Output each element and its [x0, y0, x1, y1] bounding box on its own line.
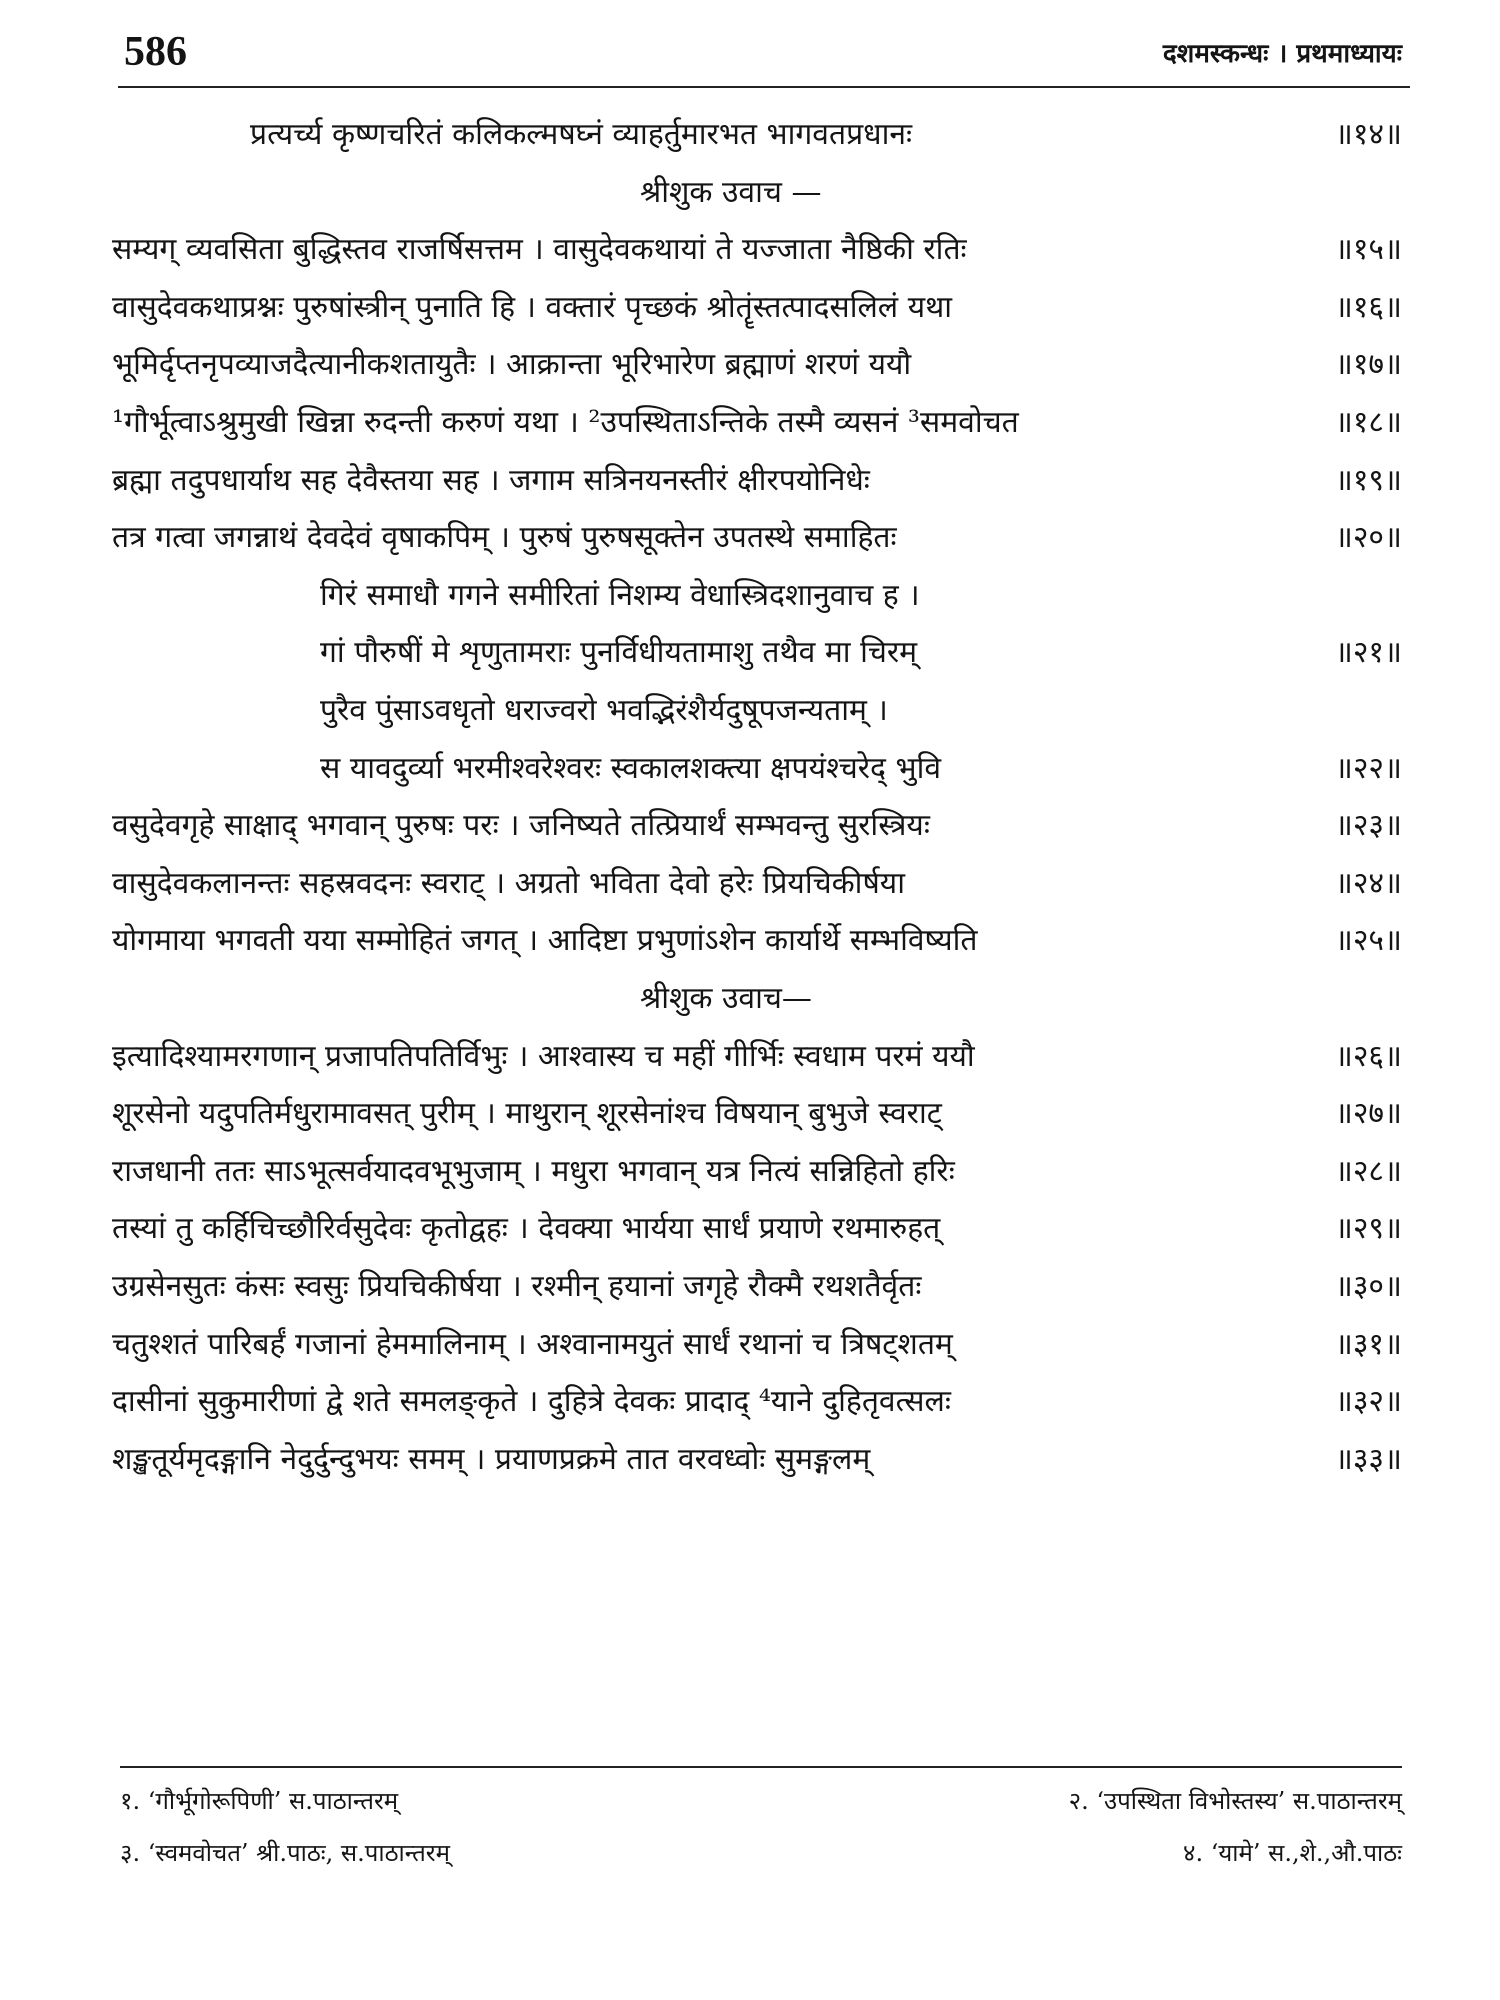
verse-line: [112, 392, 1402, 448]
verse-text: वसुदेवगृहे साक्षाद् भगवान् पुरुषः परः । जनिष्यते तत्प्रियार्थं सम्भवन्तु सुरस्त्रियः: [112, 808, 930, 843]
verse-number: ॥३०॥: [1334, 1269, 1402, 1304]
footnote-rule: [120, 1766, 1402, 1768]
verse-number: ॥२१॥: [1334, 635, 1402, 670]
verse-text: तस्यां तु कर्हिचिच्छौरिर्वसुदेवः कृतोद्वहः । देवक्या भार्यया सार्धं प्रयाणे रथमारुहत्: [112, 1211, 941, 1246]
verse-line: [112, 1026, 1402, 1082]
verse-line: [112, 507, 1402, 563]
verse-number: ॥२४॥: [1334, 866, 1402, 901]
verse-text: स यावदुर्व्या भरमीश्वरेश्वरः स्वकालशक्त्या क्षपयंश्चरेद् भुवि: [320, 751, 942, 786]
speaker-heading: [0, 162, 1500, 218]
verse-line: [112, 334, 1402, 390]
verse-text: दासीनां सुकुमारीणां द्वे शते समलङ्कृते । दुहित्रे देवकः प्रादाद् ⁴याने दुहितृवत्सलः: [112, 1384, 951, 1419]
verse-line: [112, 450, 1402, 506]
verse-line: [112, 1141, 1402, 1197]
verse-text: राजधानी ततः साऽभूत्सर्वयादवभूभुजाम् । मधुरा भगवान् यत्र नित्यं सन्निहितो हरिः: [112, 1154, 955, 1189]
verse-number: ॥२२॥: [1334, 751, 1402, 786]
footnote-2: २. ‘उपस्थिता विभोस्तस्य’ स.पाठान्तरम्: [1068, 1787, 1402, 1815]
verse-text: गां पौरुषीं मे शृणुतामराः पुनर्विधीयतामाशु तथैव मा चिरम्: [320, 635, 918, 670]
verse-number: ॥३२॥: [1334, 1384, 1402, 1419]
verse-number: ॥१८॥: [1334, 405, 1402, 440]
page-header: [118, 24, 1410, 88]
verse-text: गिरं समाधौ गगने समीरितां निशम्य वेधास्त्रिदशानुवाच ह ।: [320, 578, 920, 613]
verse-number: ॥२३॥: [1334, 808, 1402, 843]
verse-line: [112, 1429, 1402, 1485]
verse-line: [112, 1371, 1402, 1427]
verse-text: योगमाया भगवती यया सम्मोहितं जगत् । आदिष्टा प्रभुणांऽशेन कार्यार्थे सम्भविष्यति: [112, 923, 978, 958]
footnote-1: १. ‘गौर्भूगोरूपिणी’ स.पाठान्तरम्: [120, 1787, 399, 1815]
verse-line: [112, 795, 1402, 851]
verse-text: शूरसेनो यदुपतिर्मधुरामावसत् पुरीम् । माथुरान् शूरसेनांश्च विषयान् बुभुजे स्वराट्: [112, 1096, 942, 1131]
verse-text: वासुदेवकलानन्तः सहस्रवदनः स्वराट् । अग्रतो भविता देवो हरेः प्रियचिकीर्षया: [112, 866, 905, 901]
verse-line: [112, 1256, 1402, 1312]
verse-text: ¹गौर्भूत्वाऽश्रुमुखी खिन्ना रुदन्ती करुणं यथा । ²उपस्थिताऽन्तिके तस्मै व्यसनं ³समवोचत: [112, 405, 1019, 440]
verse-line: [112, 680, 1402, 736]
footnote-3: ३. ‘स्वमवोचत’ श्री.पाठः, स.पाठान्तरम्: [120, 1839, 450, 1867]
verse-text: इत्यादिश्यामरगणान् प्रजापतिपतिर्विभुः । आश्वास्य च महीं गीर्भिः स्वधाम परमं ययौ: [112, 1039, 975, 1074]
verse-text: प्रत्यर्च्य कृष्णचरितं कलिकल्मषघ्नं व्याहर्तुमारभत भागवतप्रधानः: [250, 117, 913, 152]
speaker-heading-text: श्रीशुक उवाच —: [640, 175, 822, 210]
verse-number: ॥३३॥: [1334, 1442, 1402, 1477]
verse-text: ब्रह्मा तदुपधार्याथ सह देवैस्तया सह । जगाम सत्रिनयनस्तीरं क्षीरपयोनिधेः: [112, 463, 870, 498]
speaker-heading: [0, 968, 1500, 1024]
footnote-4: ४. ‘यामे’ स.,शे.,औ.पाठः: [1183, 1839, 1402, 1867]
verse-text: शङ्खतूर्यमृदङ्गानि नेदुर्दुन्दुभयः समम् । प्रयाणप्रक्रमे तात वरवध्वोः सुमङ्गलम्: [112, 1442, 871, 1477]
verse-text: चतुश्शतं पारिबर्हं गजानां हेममालिनाम् । अश्वानामयुतं सार्धं रथानां च त्रिषट्शतम्: [112, 1327, 953, 1362]
verse-number: ॥१७॥: [1334, 347, 1402, 382]
verse-line: [112, 565, 1402, 621]
verse-line: [112, 219, 1402, 275]
verse-text: सम्यग् व्यवसिता बुद्धिस्तव राजर्षिसत्तम । वासुदेवकथायां ते यज्जाता नैष्ठिकी रतिः: [112, 232, 967, 267]
page-number: 586: [124, 29, 187, 75]
verse-line: [112, 910, 1402, 966]
verse-number: ॥२८॥: [1334, 1154, 1402, 1189]
verse-text: उग्रसेनसुतः कंसः स्वसुः प्रियचिकीर्षया । रश्मीन् हयानां जगृहे रौक्मै रथशतैर्वृतः: [112, 1269, 922, 1304]
speaker-heading-text: श्रीशुक उवाच—: [640, 981, 812, 1016]
verse-number: ॥१९॥: [1334, 463, 1402, 498]
verse-text: पुरैव पुंसाऽवधृतो धराज्वरो भवद्भिरंशैर्यदुषूपजन्यताम् ।: [320, 693, 888, 728]
verse-number: ॥३१॥: [1334, 1327, 1402, 1362]
verse-number: ॥१५॥: [1334, 232, 1402, 267]
verse-number: ॥२७॥: [1334, 1096, 1402, 1131]
verse-number: ॥२०॥: [1334, 520, 1402, 555]
verse-number: ॥१४॥: [1334, 117, 1402, 152]
running-head: दशमस्कन्धः । प्रथमाध्यायः: [1162, 39, 1402, 69]
verse-text: तत्र गत्वा जगन्नाथं देवदेवं वृषाकपिम् । पुरुषं पुरुषसूक्तेन उपतस्थे समाहितः: [112, 520, 897, 555]
verse-line: [112, 853, 1402, 909]
verse-text: भूमिर्दृप्तनृपव्याजदैत्यानीकशतायुतैः । आक्रान्ता भूरिभारेण ब्रह्माणं शरणं ययौ: [112, 347, 912, 382]
verse-line: [112, 1314, 1402, 1370]
verse-number: ॥१६॥: [1334, 290, 1402, 325]
verse-line: [112, 1198, 1402, 1254]
verse-line: [112, 277, 1402, 333]
verse-text: वासुदेवकथाप्रश्नः पुरुषांस्त्रीन् पुनाति हि । वक्तारं पृच्छकं श्रोतॄंस्तत्पादसलिलं यथा: [112, 290, 953, 325]
verse-line: [112, 1083, 1402, 1139]
verse-number: ॥२९॥: [1334, 1211, 1402, 1246]
verse-number: ॥२६॥: [1334, 1039, 1402, 1074]
verse-number: ॥२५॥: [1334, 923, 1402, 958]
verse-line: [112, 738, 1402, 794]
verse-line: [112, 622, 1402, 678]
verse-line: [112, 104, 1402, 160]
